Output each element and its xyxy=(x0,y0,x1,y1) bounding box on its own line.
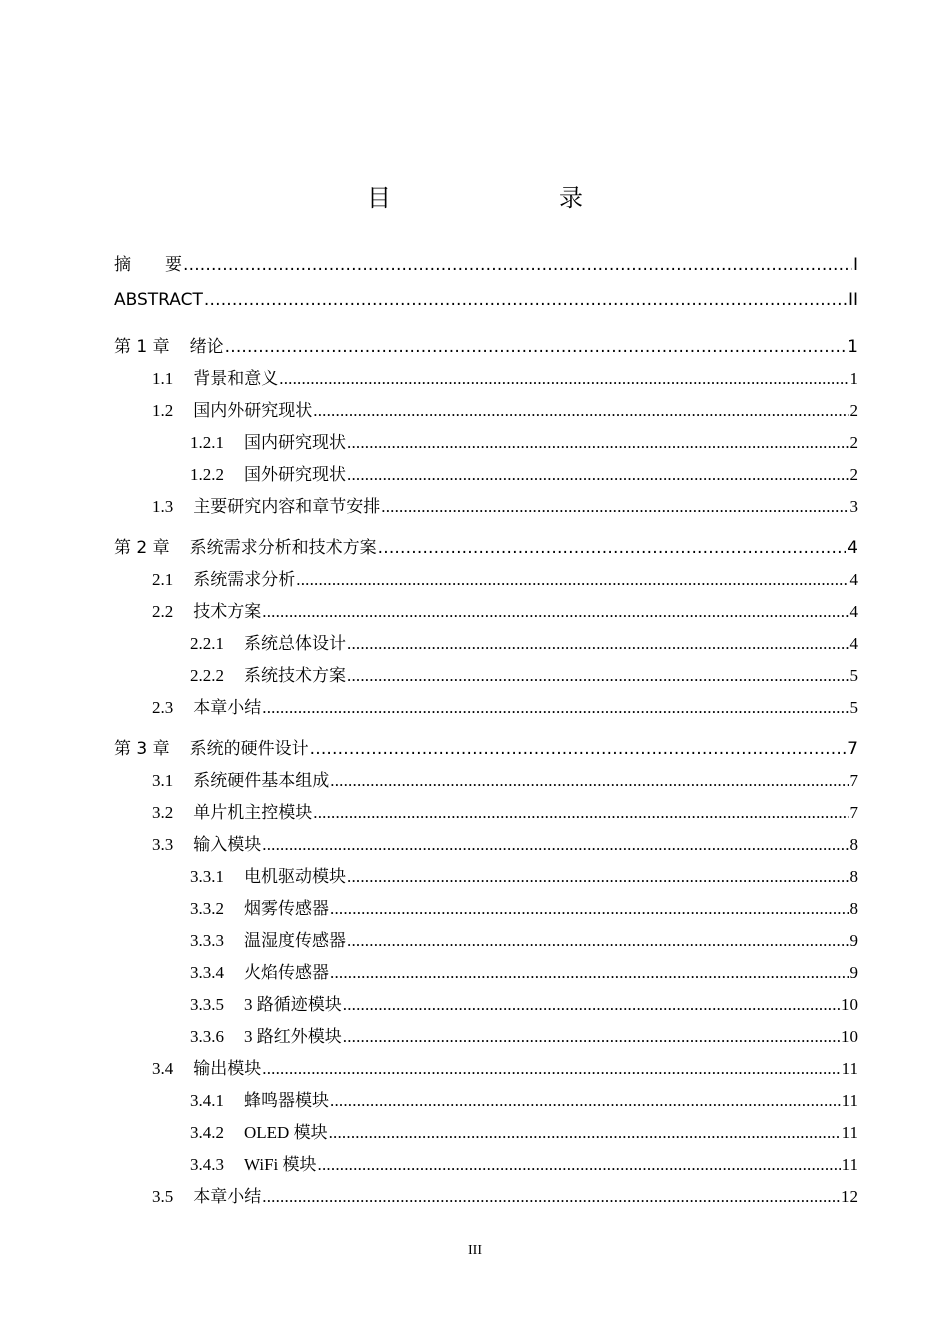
toc-entry[interactable] xyxy=(0,990,858,1014)
toc-entry-label xyxy=(0,460,346,485)
toc-entry-number: 1.2.2 xyxy=(190,465,224,484)
toc-entry-label xyxy=(0,1086,329,1111)
toc-entry-number: 2.3 xyxy=(152,698,174,717)
toc-leader-dots xyxy=(262,1187,840,1207)
toc-entry-label xyxy=(0,1150,317,1175)
toc-entry-label xyxy=(0,396,312,421)
toc-entry[interactable] xyxy=(0,1150,858,1174)
toc-leader-dots xyxy=(343,1027,840,1047)
toc-entry[interactable] xyxy=(0,830,858,854)
toc-entry[interactable] xyxy=(0,290,858,314)
toc-entry-label xyxy=(0,661,346,686)
toc-leader-dots xyxy=(347,465,849,485)
toc-entry-title: 绪论 xyxy=(189,337,224,357)
toc-entry-label xyxy=(0,597,261,622)
toc-entry-page: 11 xyxy=(841,1091,858,1110)
toc-entry-page: 4 xyxy=(849,570,858,589)
toc-entry-number: 3.3.1 xyxy=(190,867,224,886)
toc-entry-number: 2.2.2 xyxy=(190,666,224,685)
toc-leader-dots xyxy=(329,1123,841,1143)
toc-entry-page: II xyxy=(847,290,858,310)
toc-entry-page: 4 xyxy=(847,538,858,558)
toc-entry-page: 10 xyxy=(841,1027,858,1046)
toc-entry-label xyxy=(0,332,224,357)
toc-entry-title: 系统总体设计 xyxy=(244,634,346,653)
toc-entry-page: 4 xyxy=(849,602,858,621)
toc-entry-page: 8 xyxy=(849,899,858,918)
toc-entry-title: 主要研究内容和章节安排 xyxy=(193,497,381,516)
toc-entry-page: 4 xyxy=(849,634,858,653)
toc-entry-title: 单片机主控模块 xyxy=(193,803,313,822)
toc-entry-label xyxy=(0,629,346,654)
toc-entry-label xyxy=(0,364,278,389)
toc-entry[interactable] xyxy=(0,926,858,950)
toc-entry-page: 11 xyxy=(841,1123,858,1142)
toc-entry-title: 输出模块 xyxy=(193,1059,262,1078)
toc-entry-number: 第 3 章 xyxy=(114,739,170,759)
toc-entry[interactable] xyxy=(0,250,858,274)
toc-entry[interactable] xyxy=(0,533,858,557)
toc-entry-title: 3 路红外模块 xyxy=(244,1027,342,1046)
toc-entry-page: 12 xyxy=(841,1187,858,1206)
toc-entry-number: 1.2 xyxy=(152,401,174,420)
toc-entry-page: 1 xyxy=(849,369,858,388)
toc-entry-page: 8 xyxy=(849,835,858,854)
toc-leader-dots xyxy=(313,803,848,823)
toc-entry[interactable] xyxy=(0,958,858,982)
toc-entry-label xyxy=(0,1022,342,1047)
toc-entry-number: 3.3 xyxy=(152,835,174,854)
toc-entry-label xyxy=(0,958,329,983)
toc-leader-dots xyxy=(313,401,848,421)
toc-leader-dots xyxy=(310,739,847,759)
toc-leader-dots xyxy=(318,1155,841,1175)
toc-entry-number: 3.4 xyxy=(152,1059,174,1078)
toc-entry-number: 3.4.2 xyxy=(190,1123,224,1142)
toc-entry-title: 摘 要 xyxy=(114,255,182,275)
toc-entry[interactable] xyxy=(0,862,858,886)
toc-entry-label xyxy=(0,428,346,453)
toc-leader-dots xyxy=(330,771,848,791)
toc-entry-title: 3 路循迹模块 xyxy=(244,995,342,1014)
toc-entry-title: 系统的硬件设计 xyxy=(189,739,309,759)
toc-entry[interactable] xyxy=(0,1182,858,1206)
toc-entry-title: 国内研究现状 xyxy=(244,433,346,452)
toc-entry-number: 3.3.5 xyxy=(190,995,224,1014)
toc-entry-number: 3.4.3 xyxy=(190,1155,224,1174)
toc-leader-dots xyxy=(262,1059,840,1079)
toc-entry-label xyxy=(0,766,329,791)
toc-entry[interactable] xyxy=(0,565,858,589)
toc-leader-dots xyxy=(225,337,847,357)
toc-entry-number: 2.2.1 xyxy=(190,634,224,653)
toc-leader-dots xyxy=(343,995,840,1015)
toc-leader-dots xyxy=(378,538,847,558)
toc-leader-dots xyxy=(296,570,848,590)
toc-leader-dots xyxy=(204,290,847,310)
toc-entry[interactable] xyxy=(0,766,858,790)
toc-entry-page: 7 xyxy=(849,771,858,790)
toc-entry-number: 3.4.1 xyxy=(190,1091,224,1110)
toc-entry-label xyxy=(0,693,261,718)
toc-entry-label xyxy=(0,1118,328,1143)
toc-entry-page: 3 xyxy=(849,497,858,516)
toc-leader-dots xyxy=(279,369,848,389)
toc-leader-dots xyxy=(347,634,849,654)
toc-entry-title: OLED 模块 xyxy=(244,1123,328,1142)
toc-leader-dots xyxy=(347,867,849,887)
toc-entry-title: 输入模块 xyxy=(193,835,262,854)
toc-entry-page: 9 xyxy=(849,931,858,950)
toc-entry-number: 3.3.6 xyxy=(190,1027,224,1046)
toc-entry-label xyxy=(0,830,261,855)
toc-entry-label xyxy=(0,926,346,951)
toc-entry[interactable] xyxy=(0,629,858,653)
toc-entry-label xyxy=(0,798,312,823)
toc-entry-label xyxy=(0,250,182,275)
toc-entry-label xyxy=(0,862,346,887)
toc-entry-number: 第 1 章 xyxy=(114,337,170,357)
toc-leader-dots xyxy=(381,497,848,517)
toc-entry-number: 3.1 xyxy=(152,771,174,790)
toc-entry-label xyxy=(0,492,380,517)
toc-entry-title: 本章小结 xyxy=(193,698,262,717)
page-title: 目 录 xyxy=(367,186,623,212)
toc-entry-title: 系统需求分析 xyxy=(193,570,296,589)
toc-entry-number: 第 2 章 xyxy=(114,538,170,558)
toc-entry-number: 3.3.4 xyxy=(190,963,224,982)
toc-entry[interactable] xyxy=(0,1054,858,1078)
toc-entry-label xyxy=(0,1182,261,1207)
toc-entry[interactable] xyxy=(0,364,858,388)
toc-entry-label xyxy=(0,1054,261,1079)
toc-entry-page: 11 xyxy=(841,1059,858,1078)
toc-entry-page: 11 xyxy=(841,1155,858,1174)
toc-entry-number: 1.1 xyxy=(152,369,174,388)
toc-entry-label xyxy=(0,734,309,759)
toc-entry-title: 温湿度传感器 xyxy=(244,931,346,950)
toc-entry-page: 9 xyxy=(849,963,858,982)
toc-entry-number: 1.3 xyxy=(152,497,174,516)
toc-leader-dots xyxy=(330,1091,841,1111)
toc-entry-title: 技术方案 xyxy=(193,602,262,621)
toc-entry-page: 10 xyxy=(841,995,858,1014)
toc-entry-title: 蜂鸣器模块 xyxy=(244,1091,329,1110)
toc-entry[interactable] xyxy=(0,693,858,717)
toc-entry-page: 2 xyxy=(849,465,858,484)
toc-entry-number: 3.2 xyxy=(152,803,174,822)
toc-entry-number: 1.2.1 xyxy=(190,433,224,452)
toc-entry-number: 2.2 xyxy=(152,602,174,621)
toc-entry-title: 电机驱动模块 xyxy=(244,867,346,886)
toc-entry-number: 2.1 xyxy=(152,570,174,589)
toc-entry-page: 7 xyxy=(849,803,858,822)
toc-entry[interactable] xyxy=(0,1022,858,1046)
toc-leader-dots xyxy=(330,899,849,919)
toc-entry-title: ABSTRACT xyxy=(114,290,203,310)
toc-entry-label xyxy=(0,565,295,590)
page-number-footer: III xyxy=(468,1243,482,1258)
toc-entry-title: 火焰传感器 xyxy=(244,963,329,982)
toc-leader-dots xyxy=(347,666,849,686)
toc-entry[interactable] xyxy=(0,396,858,420)
toc-entry[interactable] xyxy=(0,1118,858,1142)
toc-entry-title: 系统需求分析和技术方案 xyxy=(189,538,377,558)
toc-entry[interactable] xyxy=(0,460,858,484)
toc-entry-page: 1 xyxy=(847,337,858,357)
toc-entry-number: 3.3.2 xyxy=(190,899,224,918)
toc-entry[interactable] xyxy=(0,894,858,918)
toc-entry-number: 3.3.3 xyxy=(190,931,224,950)
toc-entry-page: 5 xyxy=(849,698,858,717)
toc-entry-title: 本章小结 xyxy=(193,1187,262,1206)
toc-entry[interactable] xyxy=(0,798,858,822)
toc-leader-dots xyxy=(262,835,848,855)
toc-entry-page: 2 xyxy=(849,433,858,452)
toc-entry-page: 8 xyxy=(849,867,858,886)
toc-entry[interactable] xyxy=(0,332,858,356)
toc-entry[interactable] xyxy=(0,1086,858,1110)
toc-entry-title: 国内外研究现状 xyxy=(193,401,313,420)
toc-leader-dots xyxy=(262,698,848,718)
toc-entry-page: 2 xyxy=(849,401,858,420)
toc-leader-dots xyxy=(347,931,849,951)
toc-entry[interactable] xyxy=(0,492,858,516)
toc-entry-title: WiFi 模块 xyxy=(244,1155,317,1174)
toc-entry-label xyxy=(0,533,377,558)
toc-entry-title: 系统硬件基本组成 xyxy=(193,771,330,790)
toc-entry[interactable] xyxy=(0,734,858,758)
toc-entry-page: 7 xyxy=(847,739,858,759)
toc-leader-dots xyxy=(183,255,852,275)
toc-leader-dots xyxy=(330,963,849,983)
toc-entry[interactable] xyxy=(0,597,858,621)
toc-entry-title: 系统技术方案 xyxy=(244,666,346,685)
toc-entry-title: 烟雾传感器 xyxy=(244,899,329,918)
toc-leader-dots xyxy=(262,602,848,622)
toc-entry-page: I xyxy=(852,255,858,275)
toc-entry-title: 国外研究现状 xyxy=(244,465,346,484)
toc-entry-page: 5 xyxy=(849,666,858,685)
toc-entry-number: 3.5 xyxy=(152,1187,174,1206)
toc-entry-label xyxy=(0,990,342,1015)
toc-leader-dots xyxy=(347,433,849,453)
toc-entry-title: 背景和意义 xyxy=(193,369,279,388)
toc-entry-label xyxy=(0,290,203,310)
toc-entry[interactable] xyxy=(0,661,858,685)
toc-entry[interactable] xyxy=(0,428,858,452)
toc-entry-label xyxy=(0,894,329,919)
